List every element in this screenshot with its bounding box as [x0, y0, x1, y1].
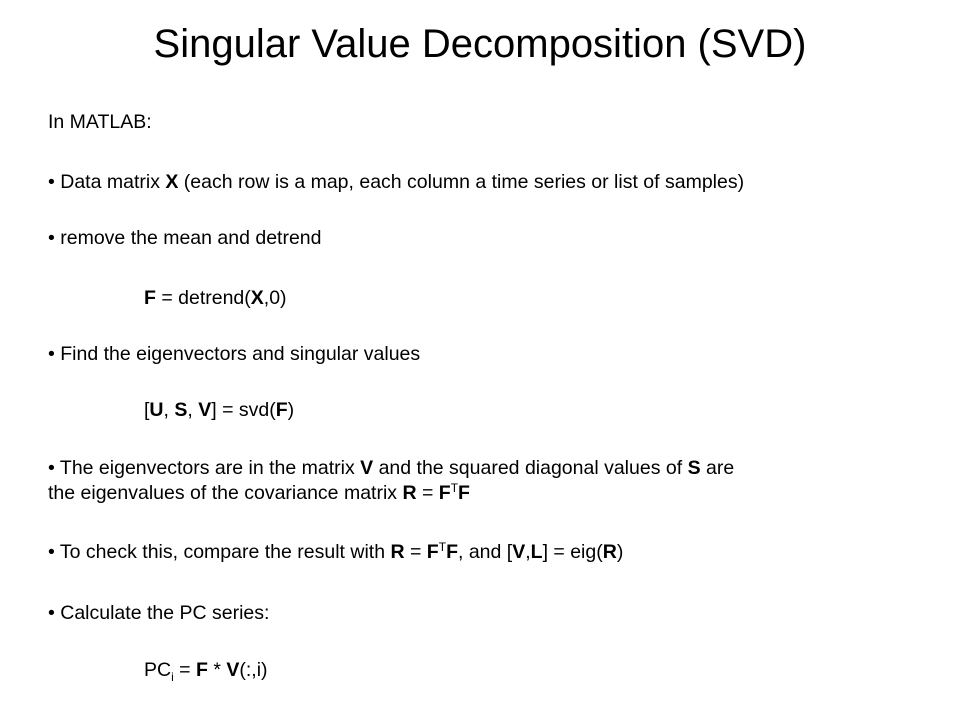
code-svd: [U, S, V] = svd(F): [144, 399, 295, 421]
page-title: Singular Value Decomposition (SVD): [153, 22, 807, 66]
bullet-eigenvectors: • Find the eigenvectors and singular values: [48, 343, 421, 365]
intro-text: In MATLAB:: [48, 111, 152, 133]
bullet-eigenvalues-line2: the eigenvalues of the covariance matrix $R = F^TF$: [48, 481, 470, 504]
bullet-detrend: • remove the mean and detrend: [48, 227, 322, 249]
code-pc: $PC_i = F$ * V(:,i): [144, 659, 268, 684]
bullet-check: • To check this, compare the result with $R = F^TF$, and [V,L] = eig(R): [48, 540, 624, 563]
code-detrend: F = detrend(X,0): [144, 287, 287, 309]
bullet-eigenvalues-line1: • The eigenvectors are in the matrix V and the squared diagonal values of S are: [48, 457, 735, 479]
bullet-data-matrix: • Data matrix X (each row is a map, each column a time series or list of samples): [48, 171, 745, 193]
bullet-pc-series: • Calculate the PC series:: [48, 602, 270, 624]
